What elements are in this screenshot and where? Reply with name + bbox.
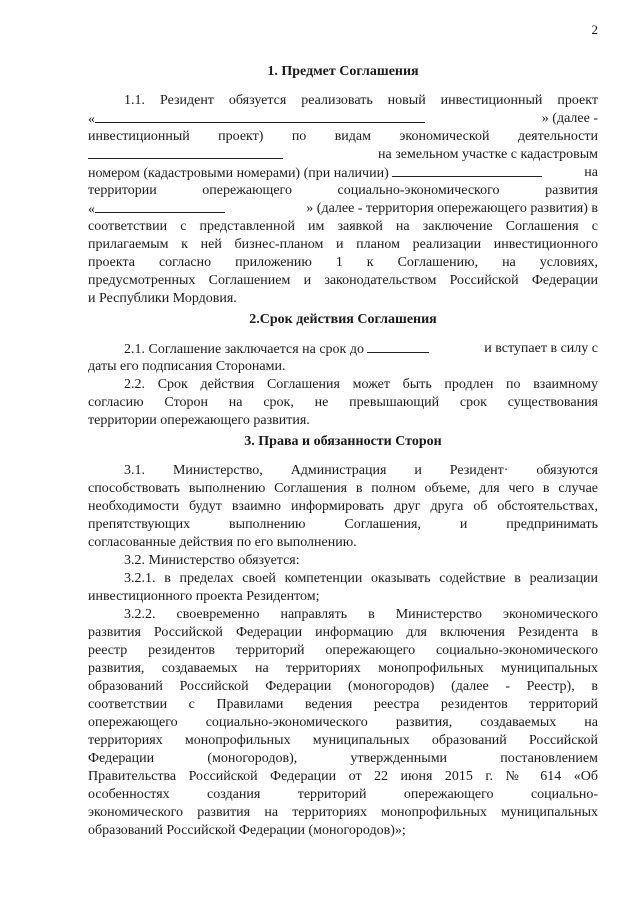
text-line: развития, создаваемых на территориях монопрофильных муниципальных <box>88 661 598 676</box>
text-line: на земельном участке с кадастровым <box>88 146 598 165</box>
text-line: предусмотренных Соглашением и законодательством Российской Федерации <box>88 273 598 288</box>
text-line: даты его подписания Сторонами. <box>88 359 286 374</box>
section-1-title: 1. Предмет Соглашения <box>267 64 419 79</box>
text-line: « » (далее - территория опережающего развития) в <box>88 201 598 217</box>
text-line: 3.1. Министерство, Администрация и Резидент· обязуются <box>124 463 598 478</box>
text-line: соответствии с Правилами ведения реестра резидентов территорий <box>88 697 598 712</box>
text-line: 2.1. Соглашение заключается на срок до и вступает в силу с <box>124 341 598 357</box>
text-line: территории опережающего социально-экономического развития <box>88 183 598 198</box>
text-line: инвестиционного проекта Резидентом; <box>88 589 320 604</box>
text-line: 3.2.2. своевременно направлять в Министерство экономического <box>124 607 598 622</box>
text-line: препятствующих выполнению Соглашения, и предпринимать <box>88 517 598 532</box>
section-3-title: 3. Права и обязанности Сторон <box>244 434 442 449</box>
text-line: территориях монопрофильных муниципальных образований Российской <box>88 733 598 748</box>
text-line: 1.1. Резидент обязуется реализовать новый инвестиционный проект <box>124 93 598 108</box>
text-line: экономического развития на территориях монопрофильных муниципальных <box>88 805 598 820</box>
text-line: опережающего социально-экономического развития, создаваемых на <box>88 715 598 730</box>
text-line: соответствии с представленной им заявкой на заключение Соглашения с <box>88 219 598 234</box>
text-line: и Республики Мордовия. <box>88 291 237 306</box>
text-line: 3.2.1. в пределах своей компетенции оказывать содействие в реализации <box>124 571 598 586</box>
section-2-title: 2.Срок действия Соглашения <box>249 312 437 327</box>
text-line: согласованные действия по его выполнению. <box>88 535 357 550</box>
text-line: реестр резидентов территорий опережающего социально-экономического <box>88 643 598 658</box>
text-line: прилагаемым к ней бизнес-планом и планом реализации инвестиционного <box>88 237 598 252</box>
text-line: территории опережающего развития. <box>88 413 310 428</box>
text-line: образований Российской Федерации (моногородов)»; <box>88 823 406 838</box>
text-line: необходимости будут взаимно информировать друг друга об обстоятельствах, <box>88 499 598 514</box>
text-line: 3.2. Министерство обязуется: <box>124 553 300 568</box>
text-line: Федерации (моногородов), утвержденными постановлением <box>88 751 598 766</box>
text-line: Правительства Российской Федерации от 22 июня 2015 г. № 614 «Об <box>88 769 598 784</box>
text-line: инвестиционный проект) по видам экономической деятельности <box>88 129 598 144</box>
text-line: развития Российской Федерации информацию для включения Резидента в <box>88 625 598 640</box>
text-line: способствовать выполнению Соглашения в полном объеме, для чего в случае <box>88 481 598 496</box>
page-number: 2 <box>591 22 598 37</box>
text-line: номером (кадастровыми номерами) (при наличии) на <box>88 165 598 181</box>
text-line: образований Российской Федерации (моногородов) (далее - Реестр), в <box>88 679 598 694</box>
text-line: 2.2. Срок действия Соглашения может быть продлен по взаимному <box>124 377 598 392</box>
text-line: согласию Сторон на срок, не превышающий срок существования <box>88 395 598 410</box>
text-line: « » (далее - <box>88 111 598 127</box>
text-line: особенностях создания территорий опережающего социально- <box>88 787 598 802</box>
text-line: проекта согласно приложению 1 к Соглашению, на условиях, <box>88 255 598 270</box>
